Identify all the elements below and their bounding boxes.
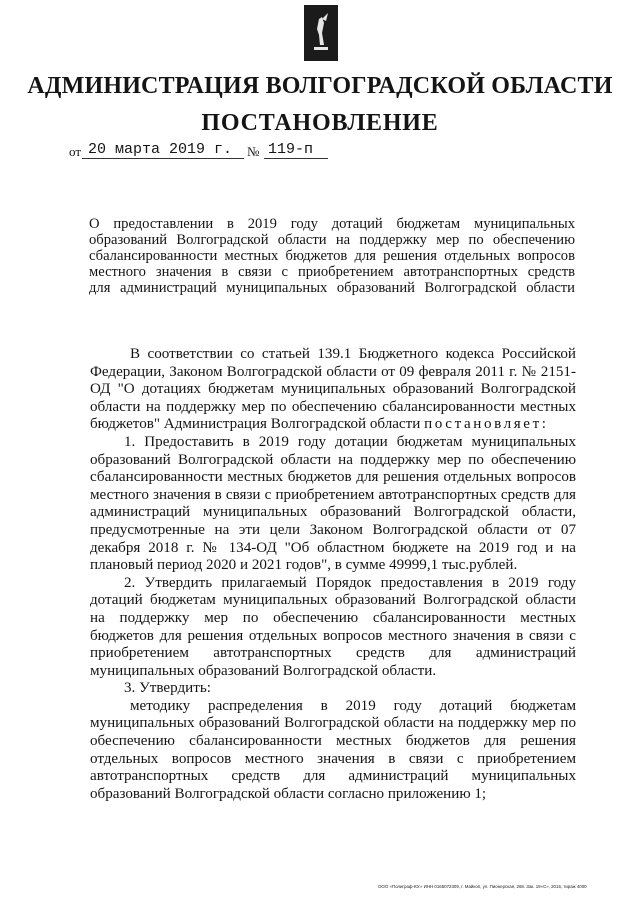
organization-name: АДМИНИСТРАЦИЯ ВОЛГОГРАДСКОЙ ОБЛАСТИ [27, 73, 613, 99]
item-2-paragraph: 2. Утвердить прилагаемый Порядок предоставления в 2019 году дотаций бюджетам муниципальных образований Волгоградской области на поддержку мер по обеспечению сбалансированности местных бюджетов для решения отдельных вопросов местного значения в связи с приобретением автотранспортных средств для администраций муниципальных образований Волгоградской области. [90, 574, 576, 679]
number-field [264, 141, 328, 159]
document-date: 20 марта 2019 г. [88, 141, 233, 158]
preamble-text: В соответствии со статьей 139.1 Бюджетного кодекса Российской Федерации, Законом Волгоградской области от 09 февраля 2011 г. № 2151-ОД "О дотациях бюджетам муниципальных образований Волгоградской области на поддержку мер по обеспечению сбалансированности местных бюджетов" Администрация Волгоградской области [90, 346, 576, 433]
volgograd-coat-of-arms-icon [304, 5, 338, 61]
item-3-heading: 3. Утвердить: [124, 680, 211, 697]
printer-footer: ООО «Полиграф-Юг» ИНН 0165072309, г. Майкоп, ул. Пионерская, 268. Зак. 19«С», 2015, тираж 4000 [378, 884, 587, 889]
subject-line: сбалансированности местных бюджетов для решения отдельных вопросов [89, 248, 575, 264]
number-label: № [247, 144, 260, 159]
date-field [82, 141, 244, 159]
date-label: от [69, 144, 82, 159]
item-3a-paragraph: методику распределения в 2019 году дотаций бюджетам муниципальных образований Волгоградской области на поддержку мер по обеспечению сбалансированности местных бюджетов для решения отдельных вопросов местного значения в связи с приобретением автотранспортных средств для администраций муниципальных образований Волгоградской области согласно приложению 1; [90, 697, 576, 802]
document-body [90, 346, 576, 803]
subject-line: для администраций муниципальных образований Волгоградской области [89, 280, 575, 296]
subject-line: местного значения в связи с приобретением автотранспортных средств [89, 264, 575, 280]
document-number: 119-п [268, 141, 314, 158]
decree-word: постановляет: [424, 416, 549, 433]
item-1-paragraph: 1. Предоставить в 2019 году дотации бюджетам муниципальных образований Волгоградской области на поддержку мер по обеспечению сбалансированности местных бюджетов для решения отдельных вопросов местного значения в связи с приобретением автотранспортных средств для администраций муниципальных образований Волгоградской области, предусмотренные на эти цели Законом Волгоградской области от 07 декабря 2018 г. № 134-ОД "Об областном бюджете на 2019 год и на плановый период 2020 и 2021 годов", в сумме 49999,1 тыс.рублей. [90, 433, 576, 574]
subject-line: О предоставлении в 2019 году дотаций бюджетам муниципальных [89, 216, 575, 232]
document-subject [89, 216, 575, 296]
subject-line: образований Волгоградской области на поддержку мер по обеспечению [89, 232, 575, 248]
preamble-paragraph [90, 346, 576, 434]
document-type-title: ПОСТАНОВЛЕНИЕ [201, 110, 439, 136]
coat-of-arms-emblem [304, 5, 338, 61]
